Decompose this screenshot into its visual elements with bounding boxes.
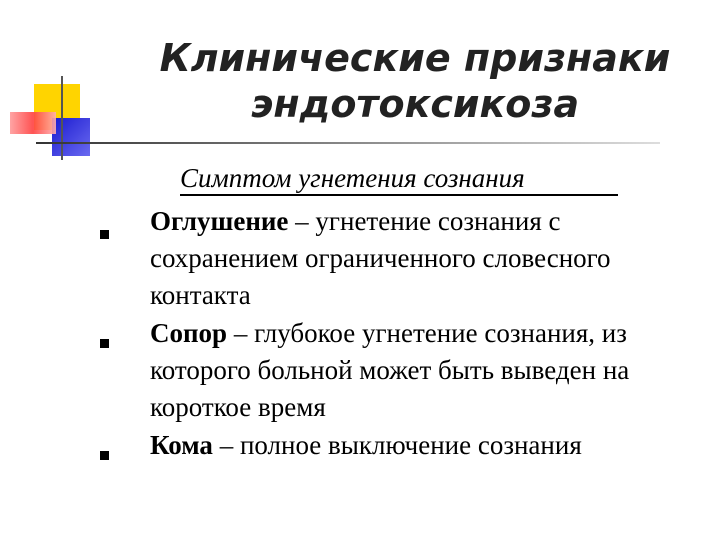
horizontal-rule: [36, 142, 660, 144]
list-item-2: [150, 315, 710, 426]
slide-title-line2: эндотоксикоза: [250, 82, 580, 126]
subtitle: Симптом угнетения сознания: [180, 163, 525, 193]
item-definition: – угнетение сознания с сохранением ограниченного словесного контакта: [150, 206, 611, 310]
subtitle-underline: [180, 194, 618, 196]
vertical-line: [61, 76, 63, 160]
red-bar: [10, 112, 56, 134]
list-item-3: [150, 427, 710, 464]
item-definition: – глубокое угнетение сознания, из которого больной может быть выведен на короткое время: [150, 318, 630, 422]
item-term: Оглушение: [150, 206, 289, 236]
slide-title-line1: Клинические признаки: [159, 36, 671, 80]
blue-square: [52, 118, 90, 156]
item-definition: – полное выключение сознания: [212, 430, 582, 460]
bullet-marker: [100, 451, 109, 460]
item-term: Сопор: [150, 318, 228, 348]
list-item-1: [150, 203, 710, 314]
bullet-marker: [100, 339, 109, 348]
item-term: Кома: [150, 430, 213, 460]
bullet-marker: [100, 230, 109, 239]
